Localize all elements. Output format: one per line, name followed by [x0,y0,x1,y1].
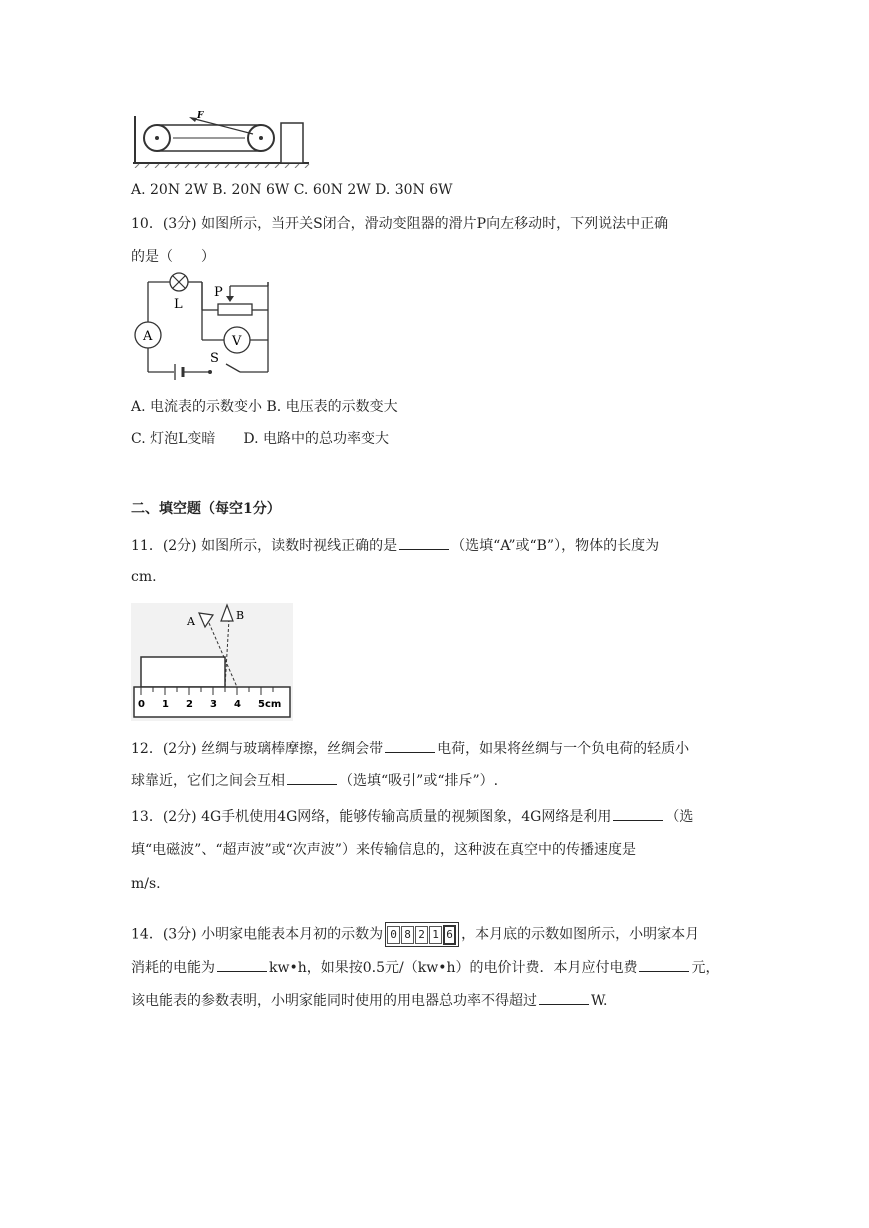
q10-stem-line1: 10．(3分) 如图所示，当开关S闭合，滑动变阻器的滑片P向左移动时，下列说法中正确 [131,216,669,232]
q13-blank-1[interactable] [613,806,663,821]
q13-line1: 13．(2分) 4G手机使用4G网络，能够传输高质量的视频图象，4G网络是利用 （选 [131,806,693,827]
q14-line2: 消耗的电能为 kw•h，如果按0.5元/（kw•h）的电价计费．本月应付电费 元， [131,957,719,978]
svg-text:A: A [143,329,153,344]
q14-line3: 该电能表的参数表明，小明家能同时使用的用电器总功率不得超过 W. [131,990,607,1011]
q10-stem-line2: 的是（ ） [131,249,215,265]
svg-text:S: S [210,351,219,366]
ruler-figure [131,603,293,721]
svg-text:3: 3 [210,699,217,710]
force-label: F [197,111,204,121]
svg-text:B: B [236,609,245,622]
svg-text:4: 4 [234,699,241,710]
q14-blank-1[interactable] [217,957,267,972]
q10-options-ab: A. 电流表的示数变小 B. 电压表的示数变大 [131,399,398,415]
pulley-figure [133,108,311,168]
meter-reading: 0 8 2 1 6 [385,922,459,947]
q13-line3: m/s. [131,876,161,892]
svg-text:1: 1 [162,699,169,710]
q12-blank-2[interactable] [287,770,337,785]
circuit-figure [130,272,275,387]
object-block [141,657,225,687]
svg-text:V: V [232,334,242,349]
svg-text:2: 2 [186,699,193,710]
q14-line1: 14．(3分) 小明家电能表本月初的示数为 0 8 2 1 6 ，本月底的示数如图所示，小明家本月 [131,922,699,947]
svg-text:P: P [214,285,223,300]
svg-text:5cm: 5cm [258,699,282,710]
switch-icon [208,370,212,374]
svg-text:A: A [187,615,195,628]
q12-line1: 12．(2分) 丝绸与玻璃棒摩擦，丝绸会带 电荷，如果将丝绸与一个负电荷的轻质小 [131,738,689,759]
q14-blank-3[interactable] [539,990,589,1005]
section-title: 二、填空题（每空1分） [131,501,281,517]
svg-text:0: 0 [138,699,145,710]
q12-line2: 球靠近，它们之间会互相 （选填“吸引”或“排斥”）. [131,770,498,791]
q9-options: A. 20N 2W B. 20N 6W C. 60N 2W D. 30N 6W [131,182,453,198]
q11-stem-line2: cm. [131,569,157,585]
q12-blank-1[interactable] [385,738,435,753]
q13-line2: 填“电磁波”、“超声波”或“次声波”）来传输信息的，这种波在真空中的传播速度是 [131,842,636,858]
q10-options-cd: C. 灯泡L变暗 D. 电路中的总功率变大 [131,431,390,447]
q11-stem-line1: 11．(2分) 如图所示，读数时视线正确的是 （选填“A”或“B”），物体的长度为 [131,535,659,556]
q14-blank-2[interactable] [639,957,689,972]
svg-text:L: L [174,297,183,312]
block [281,123,303,163]
q11-blank-1[interactable] [399,535,449,550]
